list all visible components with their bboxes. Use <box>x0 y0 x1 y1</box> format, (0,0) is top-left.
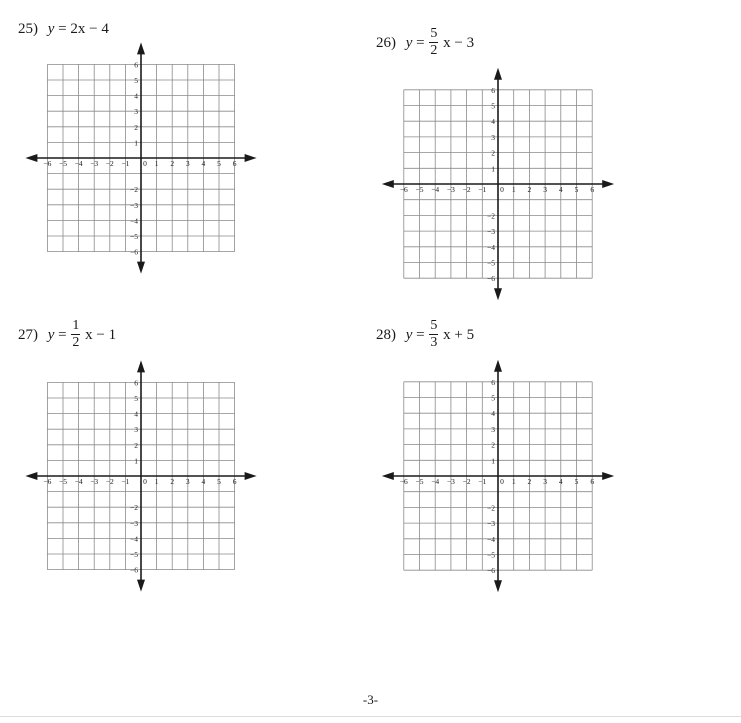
y-tick-label: −3 <box>130 518 138 528</box>
x-tick-label: 1 <box>154 477 159 486</box>
equals-sign: = <box>58 326 67 343</box>
y-axis-arrow-up-icon <box>494 360 502 372</box>
x-tick-label: 3 <box>185 477 190 486</box>
equation-lhs: y <box>405 34 413 51</box>
y-tick-label: 4 <box>491 409 495 419</box>
y-tick-label: 6 <box>134 60 138 70</box>
y-tick-label: 2 <box>491 148 495 158</box>
x-tick-label: −6 <box>399 477 408 486</box>
x-tick-label: −5 <box>59 477 67 486</box>
x-tick-label: −4 <box>74 159 83 168</box>
equation-lhs: y <box>47 326 55 343</box>
x-tick-label: 4 <box>558 477 563 486</box>
x-tick-label: 3 <box>185 159 190 168</box>
y-tick-label: 5 <box>134 76 138 85</box>
y-tick-label: −5 <box>130 550 138 559</box>
y-tick-label: 1 <box>134 456 138 466</box>
fraction-numerator: 1 <box>72 318 80 333</box>
x-tick-label: −6 <box>399 185 408 194</box>
y-tick-label: 5 <box>491 101 495 111</box>
equation-lhs: y <box>47 21 55 37</box>
x-tick-label: 5 <box>217 477 221 486</box>
x-tick-label: −4 <box>431 477 440 486</box>
x-tick-label: 5 <box>574 477 579 486</box>
x-tick-label: 1 <box>511 477 516 486</box>
problem-number: 28) <box>376 326 396 343</box>
y-tick-label: −3 <box>130 200 138 210</box>
fraction-denominator: 2 <box>72 335 80 350</box>
y-tick-label: 4 <box>134 409 138 419</box>
equation-rhs: x − 1 <box>85 326 117 343</box>
y-tick-label: −5 <box>487 550 495 560</box>
y-tick-label: 1 <box>134 138 138 148</box>
y-tick-label: −3 <box>487 227 495 237</box>
page-number: -3- <box>362 692 379 707</box>
y-tick-label: 6 <box>491 85 495 95</box>
x-tick-label: −1 <box>121 159 130 168</box>
y-tick-label: 5 <box>134 394 138 403</box>
y-tick-label: −2 <box>487 503 495 513</box>
x-tick-label: −3 <box>90 477 99 486</box>
y-tick-label: −5 <box>487 258 495 268</box>
y-tick-label: −4 <box>487 534 495 544</box>
x-tick-label: −5 <box>415 477 424 486</box>
x-tick-label: 1 <box>154 159 159 168</box>
equation-lhs: y <box>405 326 413 343</box>
x-tick-label: −2 <box>105 159 114 168</box>
y-axis-arrow-down-icon <box>494 580 502 592</box>
x-tick-label: −6 <box>43 477 52 486</box>
equals-sign: = <box>416 326 425 343</box>
y-tick-label: 2 <box>491 440 495 450</box>
x-tick-label: 0 <box>500 185 504 194</box>
y-tick-label: 1 <box>491 164 495 174</box>
fraction-denominator: 3 <box>430 335 438 350</box>
y-tick-label: 1 <box>491 456 495 466</box>
y-tick-label: −5 <box>130 232 138 241</box>
x-tick-label: 3 <box>543 477 547 486</box>
x-tick-label: −4 <box>74 477 83 486</box>
fraction-numerator: 5 <box>430 318 438 333</box>
equals-sign: = <box>58 21 67 37</box>
x-tick-label: 0 <box>500 477 504 486</box>
x-tick-label: −5 <box>59 159 67 168</box>
y-tick-label: −2 <box>130 185 138 195</box>
y-tick-label: −6 <box>130 565 138 575</box>
x-tick-label: 6 <box>232 159 237 168</box>
y-tick-label: 6 <box>491 377 495 387</box>
x-tick-label: 2 <box>527 185 532 194</box>
x-tick-label: 0 <box>143 159 147 168</box>
y-tick-label: 4 <box>134 91 138 101</box>
y-tick-label: 3 <box>491 132 495 142</box>
x-tick-label: 0 <box>143 477 147 486</box>
page-bottom-rule <box>0 716 741 717</box>
x-tick-label: 5 <box>217 159 221 168</box>
x-axis-arrow-right-icon <box>602 472 614 480</box>
x-tick-label: −6 <box>43 159 52 168</box>
x-tick-label: −3 <box>446 477 455 486</box>
y-tick-label: −4 <box>130 534 138 544</box>
fraction-numerator: 5 <box>430 26 438 41</box>
x-tick-label: 6 <box>590 477 595 486</box>
x-tick-label: −3 <box>446 185 455 194</box>
x-tick-label: 4 <box>201 159 206 168</box>
y-tick-label: 6 <box>134 378 138 388</box>
equation-rhs: x − 3 <box>443 34 475 51</box>
y-tick-label: −6 <box>487 566 495 576</box>
x-tick-label: −3 <box>90 159 99 168</box>
x-axis-arrow-left-icon <box>382 472 394 480</box>
y-tick-label: −2 <box>487 211 495 221</box>
problem-number: 27) <box>18 326 38 343</box>
x-tick-label: −2 <box>105 477 114 486</box>
x-tick-label: 4 <box>558 185 563 194</box>
equals-sign: = <box>416 34 425 51</box>
y-tick-label: −6 <box>487 274 495 284</box>
problem-number: 25) <box>18 21 38 37</box>
problem-number: 26) <box>376 34 396 51</box>
y-tick-label: 2 <box>134 440 138 450</box>
x-tick-label: −2 <box>462 477 471 486</box>
x-tick-label: −5 <box>415 185 424 194</box>
y-tick-label: −4 <box>487 242 495 252</box>
x-tick-label: 5 <box>574 185 579 194</box>
x-tick-label: −4 <box>431 185 440 194</box>
y-tick-label: −4 <box>130 216 138 226</box>
y-tick-label: 2 <box>134 122 138 132</box>
y-tick-label: 5 <box>491 393 495 403</box>
fraction-denominator: 2 <box>430 43 438 58</box>
x-tick-label: −1 <box>478 185 487 194</box>
x-tick-label: −1 <box>478 477 487 486</box>
y-tick-label: 4 <box>491 117 495 127</box>
y-tick-label: −6 <box>130 247 138 257</box>
x-tick-label: 2 <box>170 477 175 486</box>
x-tick-label: −2 <box>462 185 471 194</box>
equation-rhs: x + 5 <box>443 326 475 343</box>
x-tick-label: 6 <box>232 477 237 486</box>
x-tick-label: 1 <box>511 185 516 194</box>
y-tick-label: −2 <box>130 503 138 513</box>
x-tick-label: 4 <box>201 477 206 486</box>
x-tick-label: 2 <box>527 477 532 486</box>
y-tick-label: 3 <box>491 424 495 434</box>
y-tick-label: −3 <box>487 519 495 529</box>
equation-rhs: 2x − 4 <box>70 21 109 37</box>
x-tick-label: 2 <box>170 159 175 168</box>
x-tick-label: −1 <box>121 477 130 486</box>
y-tick-label: 3 <box>134 107 138 117</box>
x-tick-label: 3 <box>543 185 547 194</box>
y-tick-label: 3 <box>134 425 138 435</box>
x-tick-label: 6 <box>590 185 595 194</box>
